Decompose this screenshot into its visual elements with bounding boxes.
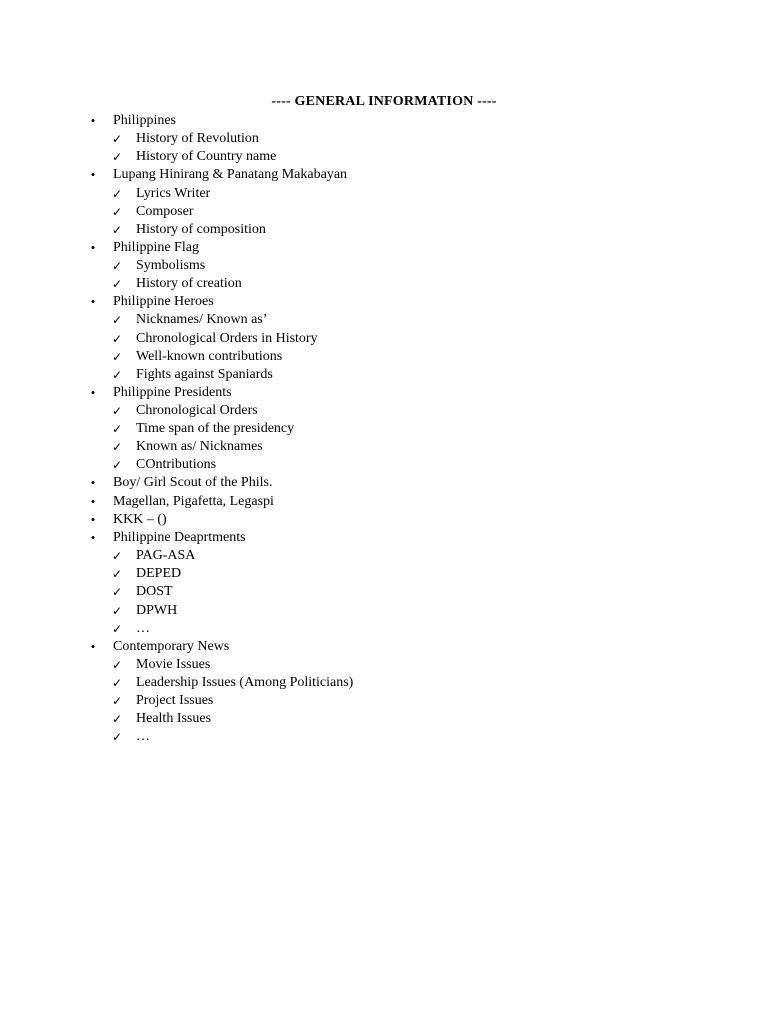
subtopic-label: Leadership Issues (Among Politicians) bbox=[136, 675, 354, 690]
checkmark-icon: ✓ bbox=[112, 694, 123, 709]
subtopic-item bbox=[113, 203, 768, 221]
subtopic-label: Nicknames/ Known as’ bbox=[136, 312, 268, 328]
bullet-icon: • bbox=[90, 384, 96, 400]
checkmark-icon: ✓ bbox=[112, 259, 123, 274]
subtopic-list bbox=[113, 402, 768, 474]
bullet-icon: • bbox=[90, 493, 96, 509]
subtopic-label: Well-known contributions bbox=[136, 348, 283, 364]
checkmark-icon: ✓ bbox=[112, 657, 123, 672]
topic-label: KKK – () bbox=[113, 511, 167, 527]
subtopic-item bbox=[113, 130, 768, 148]
subtopic-label: DPWH bbox=[136, 602, 178, 618]
topic-label: Philippine Heroes bbox=[113, 294, 214, 310]
subtopic-label: Project Issues bbox=[136, 693, 214, 709]
topic-outline bbox=[0, 112, 768, 746]
document-title: ---- GENERAL INFORMATION ---- bbox=[271, 94, 497, 109]
bullet-icon: • bbox=[90, 294, 96, 310]
subtopic-item bbox=[113, 710, 768, 728]
checkmark-icon: ✓ bbox=[112, 277, 123, 292]
checkmark-icon: ✓ bbox=[112, 222, 123, 237]
checkmark-icon: ✓ bbox=[112, 440, 123, 455]
bullet-icon: • bbox=[90, 475, 96, 491]
checkmark-icon: ✓ bbox=[112, 349, 123, 364]
topic-label: Philippines bbox=[113, 113, 177, 128]
checkmark-icon: ✓ bbox=[112, 567, 123, 582]
topic-label: Philippine Deaprtments bbox=[113, 530, 246, 546]
topic-label: Philippine Flag bbox=[113, 239, 199, 255]
subtopic-label: Health Issues bbox=[136, 711, 212, 727]
subtopic-label: Symbolisms bbox=[136, 258, 206, 274]
checkmark-icon: ✓ bbox=[112, 404, 123, 419]
topic-item bbox=[0, 511, 768, 529]
subtopic-item bbox=[113, 583, 768, 601]
subtopic-item bbox=[113, 620, 768, 638]
bullet-icon: • bbox=[90, 530, 96, 546]
subtopic-label: History of Country name bbox=[136, 149, 277, 165]
bullet-icon: • bbox=[90, 167, 96, 183]
topic-label: Lupang Hinirang & Panatang Makabayan bbox=[113, 167, 348, 183]
subtopic-label: COntributions bbox=[136, 457, 217, 473]
subtopic-item bbox=[113, 330, 768, 348]
checkmark-icon: ✓ bbox=[112, 712, 123, 727]
subtopic-list bbox=[113, 656, 768, 746]
subtopic-list bbox=[113, 311, 768, 383]
subtopic-label: History of composition bbox=[136, 221, 266, 237]
checkmark-icon: ✓ bbox=[112, 730, 123, 745]
subtopic-list bbox=[113, 185, 768, 239]
subtopic-item bbox=[113, 674, 768, 692]
topic-item bbox=[0, 239, 768, 293]
checkmark-icon: ✓ bbox=[112, 585, 123, 600]
subtopic-label: DOST bbox=[136, 584, 173, 600]
checkmark-icon: ✓ bbox=[112, 313, 123, 328]
subtopic-item bbox=[113, 565, 768, 583]
subtopic-list bbox=[113, 547, 768, 637]
checkmark-icon: ✓ bbox=[112, 186, 123, 201]
checkmark-icon: ✓ bbox=[112, 150, 123, 165]
subtopic-item bbox=[113, 692, 768, 710]
topic-item bbox=[0, 474, 768, 492]
subtopic-item bbox=[113, 366, 768, 384]
topic-item bbox=[0, 166, 768, 238]
subtopic-item bbox=[113, 456, 768, 474]
topic-label: Boy/ Girl Scout of the Phils. bbox=[113, 475, 273, 491]
subtopic-item bbox=[113, 602, 768, 620]
subtopic-item bbox=[113, 185, 768, 203]
checkmark-icon: ✓ bbox=[112, 676, 123, 690]
subtopic-list bbox=[113, 257, 768, 293]
topic-item bbox=[0, 112, 768, 166]
checkmark-icon: ✓ bbox=[112, 367, 123, 382]
subtopic-label: … bbox=[136, 729, 150, 745]
subtopic-label: Chronological Orders bbox=[136, 403, 258, 419]
checkmark-icon: ✓ bbox=[112, 204, 123, 219]
bullet-icon: • bbox=[90, 511, 96, 527]
subtopic-label: DEPED bbox=[136, 566, 182, 582]
subtopic-item bbox=[113, 547, 768, 565]
subtopic-label: … bbox=[136, 620, 150, 636]
topic-item bbox=[0, 384, 768, 475]
checkmark-icon: ✓ bbox=[112, 603, 123, 618]
subtopic-label: Fights against Spaniards bbox=[136, 366, 273, 382]
checkmark-icon: ✓ bbox=[112, 549, 123, 564]
subtopic-list bbox=[113, 130, 768, 166]
checkmark-icon: ✓ bbox=[112, 422, 123, 437]
subtopic-label: Movie Issues bbox=[136, 656, 211, 672]
checkmark-icon: ✓ bbox=[112, 331, 123, 346]
subtopic-label: Known as/ Nicknames bbox=[136, 439, 263, 455]
topic-label: Contemporary News bbox=[113, 638, 230, 654]
topic-label: Philippine Presidents bbox=[113, 384, 232, 400]
checkmark-icon: ✓ bbox=[112, 132, 123, 147]
checkmark-icon: ✓ bbox=[112, 621, 123, 636]
bullet-icon: • bbox=[90, 239, 96, 255]
topic-label: Magellan, Pigafetta, Legaspi bbox=[113, 493, 274, 509]
subtopic-label: Chronological Orders in History bbox=[136, 330, 318, 346]
subtopic-item bbox=[113, 221, 768, 239]
subtopic-item bbox=[113, 275, 768, 293]
subtopic-label: Lyrics Writer bbox=[136, 185, 211, 201]
subtopic-item bbox=[113, 656, 768, 674]
topic-item bbox=[0, 529, 768, 638]
checkmark-icon: ✓ bbox=[112, 458, 123, 473]
topic-item bbox=[0, 493, 768, 511]
subtopic-item bbox=[113, 728, 768, 746]
subtopic-label: Time span of the presidency bbox=[136, 421, 295, 437]
bullet-icon: • bbox=[90, 113, 96, 128]
subtopic-item bbox=[113, 311, 768, 329]
subtopic-item bbox=[113, 420, 768, 438]
bullet-icon: • bbox=[90, 638, 96, 654]
subtopic-item bbox=[113, 348, 768, 366]
subtopic-item bbox=[113, 402, 768, 420]
topic-item bbox=[0, 638, 768, 747]
subtopic-item bbox=[113, 257, 768, 275]
subtopic-label: PAG-ASA bbox=[136, 548, 196, 564]
subtopic-label: History of creation bbox=[136, 276, 242, 292]
subtopic-label: Composer bbox=[136, 203, 194, 219]
subtopic-item bbox=[113, 438, 768, 456]
subtopic-item bbox=[113, 148, 768, 166]
topic-item bbox=[0, 293, 768, 384]
subtopic-label: History of Revolution bbox=[136, 131, 259, 147]
